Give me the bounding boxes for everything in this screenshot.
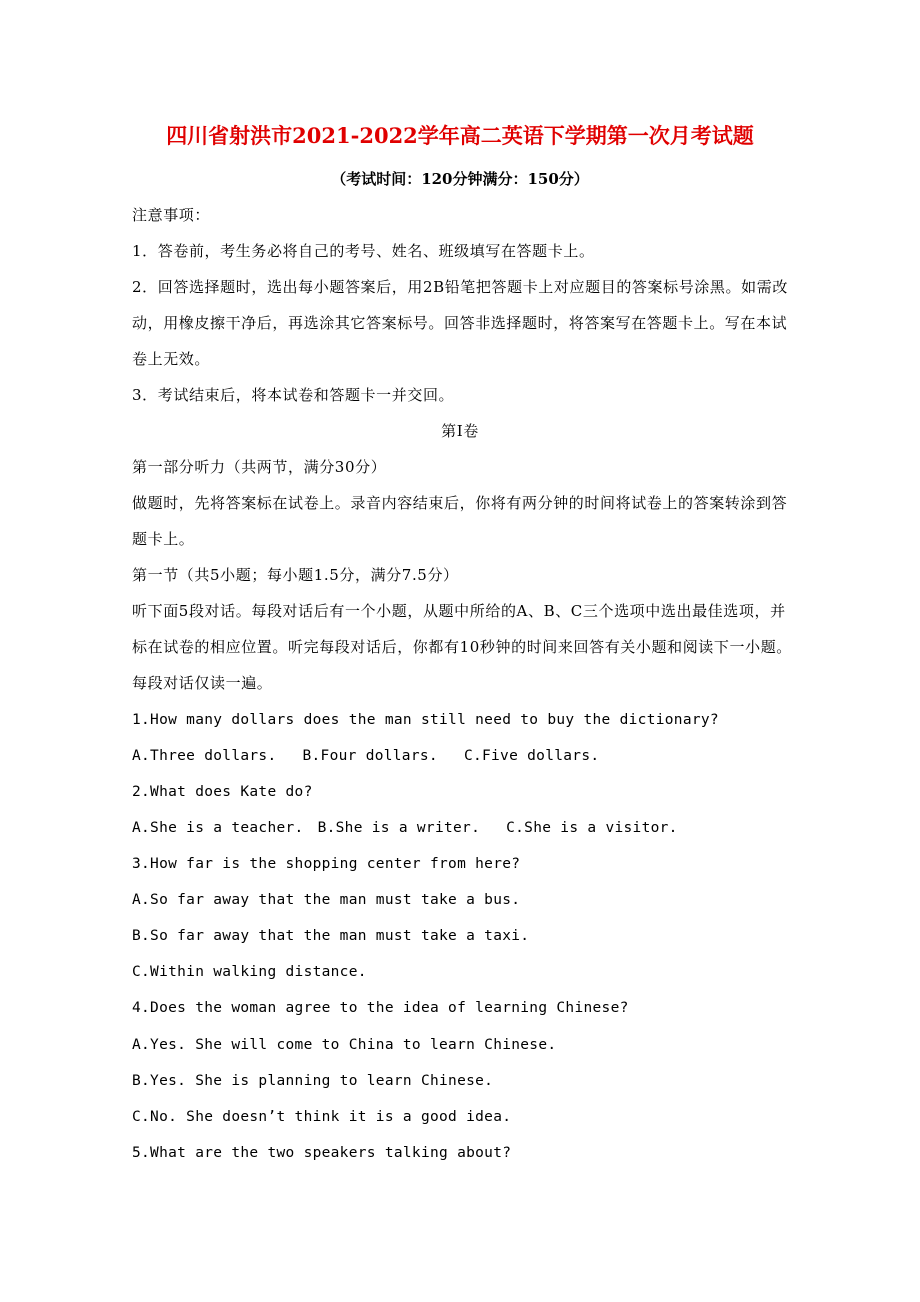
question-3-option-a: A.So far away that the man must take a bus. (132, 892, 521, 908)
question-2-stem: 2.What does Kate do? (132, 784, 313, 800)
exam-duration-score: （考试时间：120分钟满分：150分） (331, 170, 589, 188)
notice-item-1: 1．答卷前，考生务必将自己的考号、姓名、班级填写在答题卡上。 (132, 242, 595, 260)
exam-title: 四川省射洪市2021-2022学年高二英语下学期第一次月考试题 (166, 123, 754, 148)
option-a: A.Three dollars. (132, 748, 277, 764)
option-a: A.She is a teacher. (132, 820, 304, 836)
question-1-stem: 1.How many dollars does the man still need to buy the dictionary? (132, 712, 719, 728)
question-1-options (132, 746, 599, 766)
notice-item-2-line-3: 卷上无效。 (132, 350, 211, 368)
notice-item-3: 3．考试结束后，将本试卷和答题卡一并交回。 (132, 386, 455, 404)
notice-heading: 注意事项： (132, 206, 211, 224)
option-c: C.She is a visitor. (506, 820, 678, 836)
question-4-option-b: B.Yes. She is planning to learn Chinese. (132, 1073, 494, 1089)
option-c: C.Five dollars. (463, 748, 600, 764)
question-4-stem: 4.Does the woman agree to the idea of learning Chinese? (132, 1000, 629, 1016)
question-2-options (132, 818, 678, 838)
section1-instruction-line-1: 听下面5段对话。每段对话后有一个小题，从题中所给的A、B、C三个选项中选出最佳选项，并 (132, 602, 786, 620)
question-3-option-c: C.Within walking distance. (132, 964, 367, 980)
part1-heading: 第一部分听力（共两节，满分30分） (132, 458, 387, 476)
notice-item-2-line-1: 2．回答选择题时，选出每小题答案后，用2B铅笔把答题卡上对应题目的答案标号涂黑。如需改 (132, 278, 788, 296)
option-b: B.She is a writer. (317, 820, 481, 836)
question-3-stem: 3.How far is the shopping center from here? (132, 856, 521, 872)
question-3-option-b: B.So far away that the man must take a taxi. (132, 928, 530, 944)
part1-instruction-line-2: 题卡上。 (132, 530, 195, 548)
volume-label: 第Ⅰ卷 (441, 422, 479, 440)
question-4-option-a: A.Yes. She will come to China to learn Chinese. (132, 1037, 557, 1053)
section1-instruction-line-2: 标在试卷的相应位置。听完每段对话后，你都有10秒钟的时间来回答有关小题和阅读下一小题。 (132, 638, 792, 656)
section1-heading: 第一节（共5小题；每小题1.5分，满分7.5分） (132, 566, 459, 584)
section1-instruction-line-3: 每段对话仅读一遍。 (132, 674, 273, 692)
question-5-stem: 5.What are the two speakers talking about? (132, 1145, 512, 1161)
option-b: B.Four dollars. (302, 748, 438, 764)
question-4-option-c: C.No. She doesn’t think it is a good idea. (132, 1109, 512, 1125)
part1-instruction-line-1: 做题时，先将答案标在试卷上。录音内容结束后，你将有两分钟的时间将试卷上的答案转涂到答 (132, 494, 788, 512)
notice-item-2-line-2: 动，用橡皮擦干净后，再选涂其它答案标号。回答非选择题时，将答案写在答题卡上。写在本试 (132, 314, 788, 332)
